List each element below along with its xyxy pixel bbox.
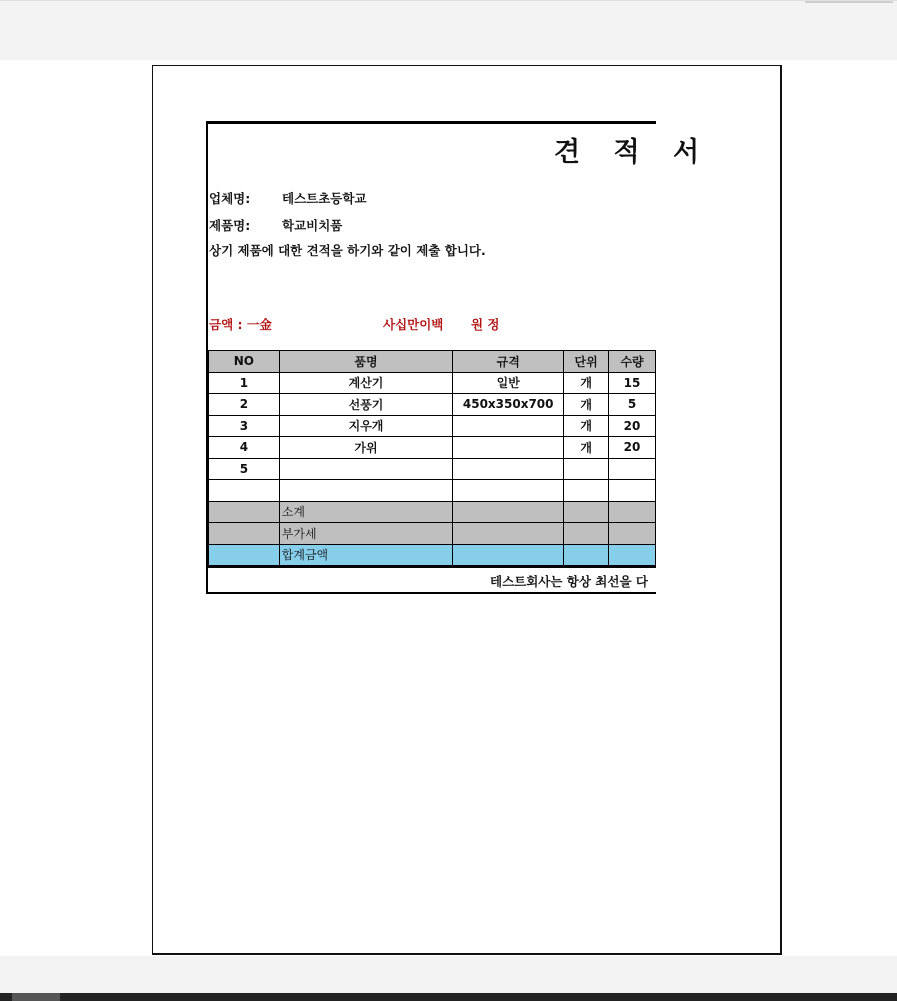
cell-spec[interactable] — [453, 480, 564, 502]
scroll-handle[interactable] — [805, 1, 893, 3]
cell-no[interactable]: 2 — [209, 394, 280, 416]
document-title: 견 적 서 — [554, 137, 712, 168]
cell-spec[interactable]: 450x350x700 — [453, 394, 564, 416]
amount-label: 금액 : 一金 — [209, 317, 272, 332]
cell-unit[interactable]: 개 — [564, 394, 609, 416]
cell-quantity[interactable]: 20 — [609, 415, 656, 437]
cell-spec[interactable]: 일반 — [453, 372, 564, 394]
table-header-row — [209, 351, 656, 373]
cell-unit[interactable] — [564, 458, 609, 480]
cell-unit[interactable]: 개 — [564, 415, 609, 437]
table-row — [209, 394, 656, 416]
subtotal-cell[interactable] — [564, 501, 609, 523]
vat-cell[interactable] — [609, 523, 656, 545]
subtotal-label: 소계 — [279, 501, 452, 523]
footer-row — [208, 566, 656, 592]
cell-no[interactable]: 1 — [209, 372, 280, 394]
cell-quantity[interactable]: 20 — [609, 437, 656, 459]
cell-unit[interactable]: 개 — [564, 372, 609, 394]
cell-no[interactable] — [209, 480, 280, 502]
vat-cell[interactable] — [453, 523, 564, 545]
cell-item-name[interactable]: 가위 — [279, 437, 452, 459]
cell-no[interactable]: 4 — [209, 437, 280, 459]
cell-no[interactable]: 3 — [209, 415, 280, 437]
vat-row — [209, 523, 656, 545]
table-row-empty — [209, 480, 656, 502]
total-cell[interactable] — [453, 544, 564, 566]
items-table — [208, 350, 656, 566]
taskbar — [0, 993, 897, 1001]
subtotal-blank — [209, 501, 280, 523]
quotation-document — [206, 121, 712, 594]
cell-item-name[interactable] — [279, 480, 452, 502]
cell-quantity[interactable] — [609, 480, 656, 502]
cell-quantity[interactable]: 15 — [609, 372, 656, 394]
cell-quantity[interactable]: 5 — [609, 394, 656, 416]
cell-spec[interactable] — [453, 458, 564, 480]
cell-spec[interactable] — [453, 437, 564, 459]
top-toolbar — [0, 0, 897, 61]
header-no: NO — [209, 351, 280, 373]
header-unit: 단위 — [564, 351, 609, 373]
cell-no[interactable]: 5 — [209, 458, 280, 480]
company-value: 테스트초등학교 — [282, 191, 367, 206]
total-label: 합계금액 — [279, 544, 452, 566]
product-value: 학교비치품 — [282, 218, 343, 233]
header-quantity: 수량 — [609, 351, 656, 373]
cell-item-name[interactable]: 지우개 — [279, 415, 452, 437]
table-row — [209, 372, 656, 394]
cell-item-name[interactable] — [279, 458, 452, 480]
vat-blank — [209, 523, 280, 545]
table-row — [209, 437, 656, 459]
total-cell[interactable] — [564, 544, 609, 566]
vat-label: 부가세 — [279, 523, 452, 545]
header-spec: 규격 — [453, 351, 564, 373]
cell-quantity[interactable] — [609, 458, 656, 480]
table-row — [209, 458, 656, 480]
print-preview-page — [152, 65, 782, 955]
vat-cell[interactable] — [564, 523, 609, 545]
product-label: 제품명: — [209, 218, 251, 233]
taskbar-button[interactable] — [12, 993, 60, 1001]
cell-item-name[interactable]: 선풍기 — [279, 394, 452, 416]
cell-unit[interactable]: 개 — [564, 437, 609, 459]
cell-item-name[interactable]: 계산기 — [279, 372, 452, 394]
amount-suffix: 원 정 — [471, 317, 500, 332]
footer-text: 테스트회사는 항상 최선을 다 — [490, 574, 648, 589]
subtotal-cell[interactable] — [453, 501, 564, 523]
cell-spec[interactable] — [453, 415, 564, 437]
company-label: 업체명: — [209, 191, 251, 206]
subtotal-row — [209, 501, 656, 523]
header-item-name: 품명 — [279, 351, 452, 373]
statement-text: 상기 제품에 대한 견적을 하기와 같이 제출 합니다. — [209, 243, 486, 258]
amount-words: 사십만이백 — [383, 317, 444, 332]
total-cell[interactable] — [609, 544, 656, 566]
cell-unit[interactable] — [564, 480, 609, 502]
subtotal-cell[interactable] — [609, 501, 656, 523]
table-row — [209, 415, 656, 437]
bottom-bar — [0, 956, 897, 993]
total-row — [209, 544, 656, 566]
total-blank — [209, 544, 280, 566]
